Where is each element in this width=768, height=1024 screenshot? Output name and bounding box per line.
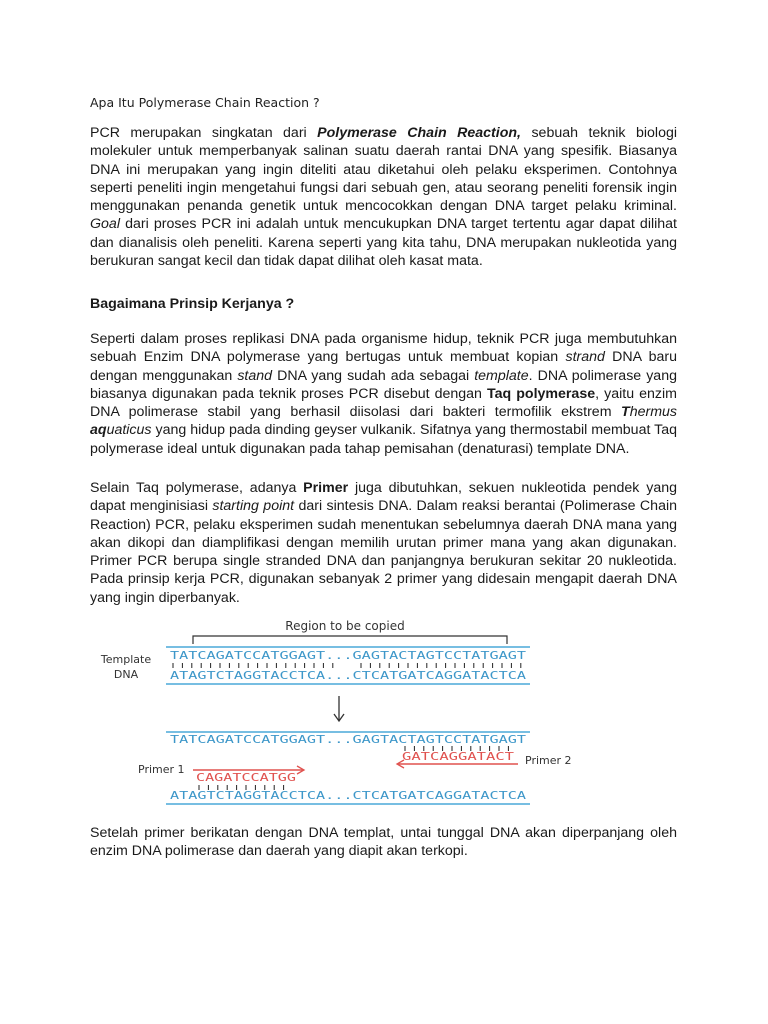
text-run: , yaitu enzim DNA polimerase stabil yang berhasil diisolasi dari bakteri termofilik ekstrem <box>90 385 677 421</box>
text-run-italic: uaticus <box>106 422 152 439</box>
text-run-bold-italic: T <box>621 404 630 421</box>
region-bracket <box>193 636 507 644</box>
text-run: PCR merupakan singkatan dari <box>90 125 318 141</box>
primer2-sequence: GATCAGGATACT <box>402 751 516 763</box>
section-heading-principle: Bagaimana Prinsip Kerjanya ? <box>90 296 295 312</box>
top-strand-sequence: TATCAGATCCATGGAGT...GAGTACTAGTCCTATGAGT <box>170 650 527 662</box>
text-run-bold: Taq polymerase <box>487 385 596 402</box>
template-label-line2: DNA <box>113 668 139 681</box>
text-run: dari sintesis DNA. Dalam reaksi berantai (Polimerase Chain Reaction) PCR, pelaku eksperimen sudah menentukan sebelumnya daerah DNA mana yang akan dikopi dan diamplifikasi dengan memilih urutan primer mana yang akan digunakan. Primer PCR berupa single stranded DNA dan panjangnya berukuran sekitar 20 nukleotida. Pada prinsip kerja PCR, digunakan sebanyak 2 primer yang didesain mengapit daerah DNA yang ingin diperbanyak. <box>90 498 678 606</box>
top-strand-2-sequence: TATCAGATCCATGGAGT...GAGTACTAGTCCTATGAGT <box>170 734 527 746</box>
primer1-label: Primer 1 <box>138 763 185 776</box>
bottom-strand-2-sequence: ATAGTCTAGGTACCTCA...CTCATGATCAGGATACTCA <box>170 790 527 802</box>
primer1-sequence: CAGATCCATGG <box>196 772 296 784</box>
template-label-line1: Template <box>100 653 152 666</box>
base-pair-bonds <box>173 663 521 668</box>
text-run-italic: stand <box>237 367 273 384</box>
text-run-italic: starting point <box>212 498 295 515</box>
text-run-bold-italic: Polymerase Chain Reaction, <box>317 125 521 141</box>
text-run: juga dibutuhkan, sekuen nukleotida pendek yang dapat menginisiasi <box>90 480 677 515</box>
text-run: . DNA polimerase yang biasanya digunakan pada teknik proses PCR disebut dengan <box>90 367 677 402</box>
section-heading-what-is-pcr: Apa Itu Polymerase Chain Reaction ? <box>90 95 320 110</box>
text-run: sebuah teknik biologi molekuler untuk memperbanyak salinan suatu daerah rantai DNA yang spesifik. Biasanya DNA ini merupakan yang ingin diteliti atau diketahui oleh pelaku eksperimen. Contohnya seperti peneliti ingin mengetahui fungsi dari sebuah gen, atau seorang peneliti forensik ingin menggunakan penanda genetik untuk mencocokkan dengan DNA target pelaku kriminal. <box>90 125 677 215</box>
text-run-italic: template <box>474 367 529 384</box>
text-run: yang hidup pada dinding geyser vulkanik. Sifatnya yang thermostabil membuat Taq polymerase ideal untuk digunakan pada tahap pemisahan (denaturasi) template DNA. <box>90 422 677 457</box>
text-run-italic: strand <box>565 349 605 366</box>
text-run: DNA baru dengan menggunakan <box>90 349 677 384</box>
region-label: Region to be copied <box>285 619 405 633</box>
primer2-label: Primer 2 <box>525 754 572 767</box>
text-run-italic: Goal <box>90 216 120 233</box>
text-run-italic: hermus <box>629 404 677 421</box>
paragraph-primer-extension: Setelah primer berikatan dengan DNA templat, untai tunggal DNA akan diperpanjang oleh enzim DNA polimerase dan daerah yang diapit akan terkopi. <box>90 825 677 860</box>
text-run-bold: Primer <box>303 480 349 496</box>
bottom-strand-sequence: ATAGTCTAGGTACCTCA...CTCATGATCAGGATACTCA <box>170 670 527 682</box>
text-run: DNA yang sudah ada sebagai <box>272 367 475 384</box>
text-run: Seperti dalam proses replikasi DNA pada organisme hidup, teknik PCR juga membutuhkan sebuah Enzim DNA polymerase yang bertugas untuk membuat kopian <box>90 331 677 366</box>
text-run: dari proses PCR ini adalah untuk mencukupkan DNA target tertentu agar dapat dilihat dan dianalisis oleh peneliti. Karena seperti yang kita tahu, DNA merupakan nukleotida yang berukuran sangat kecil dan tidak dapat dilihat oleh kasat mata. <box>90 216 677 270</box>
text-run: Selain Taq polymerase, adanya <box>90 480 304 496</box>
text-run-bold-italic: aq <box>90 422 107 439</box>
